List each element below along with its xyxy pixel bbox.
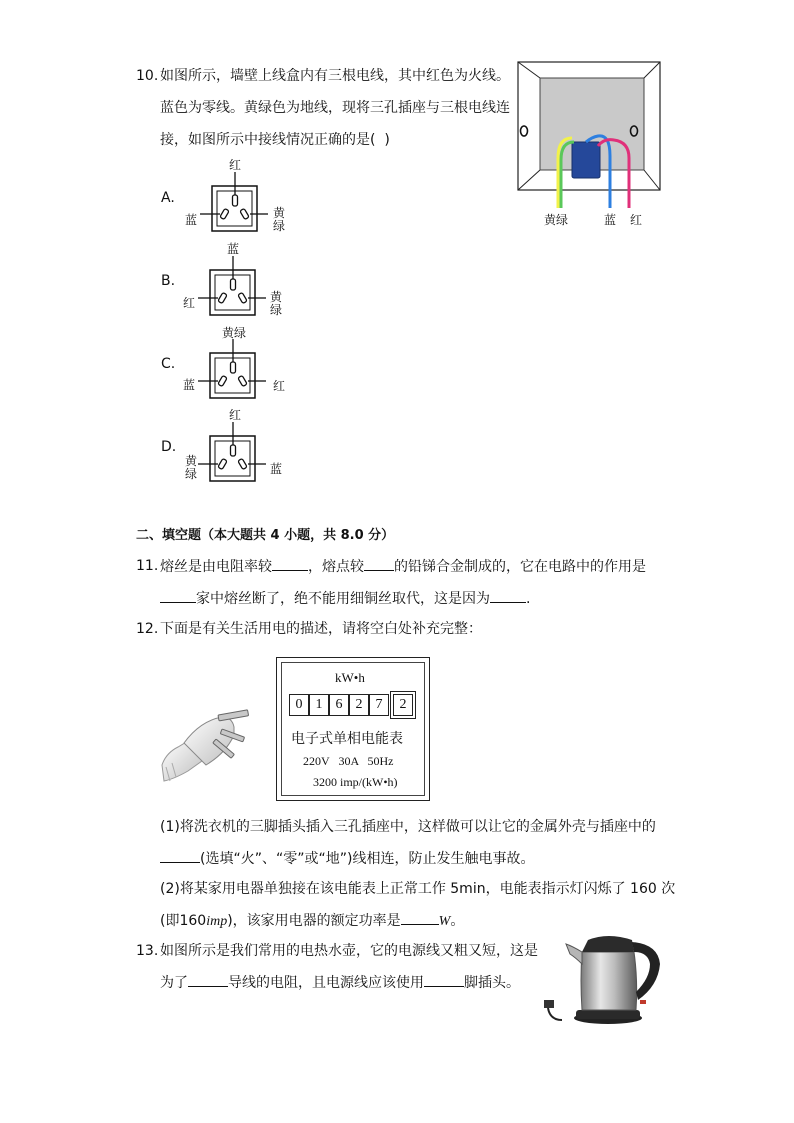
q11-blank-2[interactable] bbox=[364, 556, 394, 571]
option-a-left-label: 蓝 bbox=[185, 213, 198, 227]
q11-text-c: 的铅锑合金制成的，它在电路中的作用是 bbox=[394, 559, 646, 575]
q13-line1: 如图所示是我们常用的电热水壶，它的电源线又粗又短，这是 bbox=[160, 943, 538, 959]
q13-text-b: 导线的电阻，且电源线应该使用 bbox=[228, 975, 424, 991]
q12-number: 12. bbox=[136, 621, 159, 637]
q11-blank-3[interactable] bbox=[160, 588, 196, 603]
q11-number: 11. bbox=[136, 558, 159, 574]
option-b-letter[interactable]: B. bbox=[161, 273, 176, 289]
q12-intro: 下面是有关生活用电的描述，请将空白处补充完整： bbox=[160, 621, 482, 637]
q12-part2-line1: (2)将某家用电器单独接在该电能表上正常工作 5min，电能表指示灯闪烁了 160 次 bbox=[160, 881, 676, 897]
option-d-top-label: 红 bbox=[229, 408, 242, 422]
meter-digit: 0 bbox=[289, 694, 309, 716]
q12-blank-1[interactable] bbox=[160, 848, 200, 863]
q11-blank-1[interactable] bbox=[272, 556, 308, 571]
option-d-letter[interactable]: D. bbox=[161, 439, 177, 455]
electric-kettle-image bbox=[542, 930, 666, 1030]
wall-label-yellow-green: 黄绿 bbox=[544, 213, 569, 227]
option-a-socket bbox=[200, 172, 275, 237]
option-b-left-label: 红 bbox=[183, 296, 196, 310]
meter-unit: kW•h bbox=[335, 670, 365, 685]
q11-blank-4[interactable] bbox=[490, 588, 526, 603]
option-c-left-label: 蓝 bbox=[183, 378, 196, 392]
wire-connector-block bbox=[572, 142, 600, 178]
q13-number: 13. bbox=[136, 943, 159, 959]
section-heading: 二、填空题（本大题共 4 小题，共 8.0 分） bbox=[136, 528, 395, 543]
wall-junction-box-figure bbox=[514, 58, 664, 233]
option-b-top-label: 蓝 bbox=[227, 242, 240, 256]
q12-part1-line2 bbox=[160, 848, 534, 869]
option-c-socket bbox=[198, 339, 273, 404]
wall-label-red: 红 bbox=[630, 213, 643, 227]
q13-line2 bbox=[160, 972, 520, 993]
meter-digit: 1 bbox=[309, 694, 329, 716]
three-pin-plug-image bbox=[160, 695, 260, 785]
q11-text-b: ，熔点较 bbox=[308, 559, 364, 575]
q12-part1-text: (选填“火”、“零”或“地”)线相连，防止发生触电事故。 bbox=[200, 851, 535, 867]
q10-stem-line1: 如图所示，墙壁上线盒内有三根电线，其中红色为火线。 bbox=[160, 68, 510, 84]
q13-text-a: 为了 bbox=[160, 975, 188, 991]
electric-meter bbox=[276, 657, 430, 801]
q13-blank-1[interactable] bbox=[188, 972, 228, 987]
q10-stem-line3: 接，如图所示中接线情况正确的是( ) bbox=[160, 132, 390, 148]
q10-number: 10. bbox=[136, 68, 159, 84]
wall-label-blue: 蓝 bbox=[604, 213, 617, 227]
meter-digit: 2 bbox=[349, 694, 369, 716]
option-d-left-label: 黄 绿 bbox=[185, 454, 198, 481]
q12-part2-text-c: 。 bbox=[450, 913, 465, 929]
option-b-right-label: 黄 绿 bbox=[270, 290, 283, 317]
q12-part2-unit: W bbox=[438, 914, 451, 929]
q12-part1-line1: (1)将洗衣机的三脚插头插入三孔插座中，这样做可以让它的金属外壳与插座中的 bbox=[160, 819, 656, 835]
q12-part2-text-b: )，该家用电器的额定功率是 bbox=[227, 913, 401, 929]
q13-text-c: 脚插头。 bbox=[464, 975, 520, 991]
q11-line1 bbox=[160, 556, 646, 577]
option-a-top-label: 红 bbox=[229, 158, 242, 172]
q13-blank-2[interactable] bbox=[424, 972, 464, 987]
meter-digit-last: 2 bbox=[393, 694, 413, 716]
meter-imp: 3200 imp/(kW•h) bbox=[313, 775, 398, 789]
q10-stem-line2: 蓝色为零线。黄绿色为地线，现将三孔插座与三根电线连 bbox=[160, 100, 510, 116]
q12-part2-line2 bbox=[160, 910, 464, 932]
q11-text-d: 家中熔丝断了，绝不能用细铜丝取代，这是因为 bbox=[196, 591, 490, 607]
meter-spec: 220V 30A 50Hz bbox=[303, 754, 394, 768]
meter-name: 电子式单相电能表 bbox=[291, 731, 403, 747]
option-c-letter[interactable]: C. bbox=[161, 356, 176, 372]
option-c-top-label: 黄绿 bbox=[222, 326, 247, 340]
option-c-right-label: 红 bbox=[273, 379, 286, 393]
q11-text-a: 熔丝是由电阻率较 bbox=[160, 559, 272, 575]
q12-part2-text-a: (即160 bbox=[160, 913, 207, 929]
option-a-right-label: 黄 绿 bbox=[273, 206, 286, 233]
option-d-right-label: 蓝 bbox=[270, 462, 283, 476]
option-a-letter[interactable]: A. bbox=[161, 190, 175, 206]
meter-digit: 7 bbox=[369, 694, 389, 716]
meter-digit: 6 bbox=[329, 694, 349, 716]
q11-line2 bbox=[160, 588, 530, 609]
q12-part2-imp: imp bbox=[206, 914, 228, 929]
q11-text-e: . bbox=[526, 591, 531, 607]
option-d-socket bbox=[198, 422, 273, 487]
option-b-socket bbox=[198, 256, 273, 321]
q12-blank-2[interactable] bbox=[401, 910, 439, 925]
